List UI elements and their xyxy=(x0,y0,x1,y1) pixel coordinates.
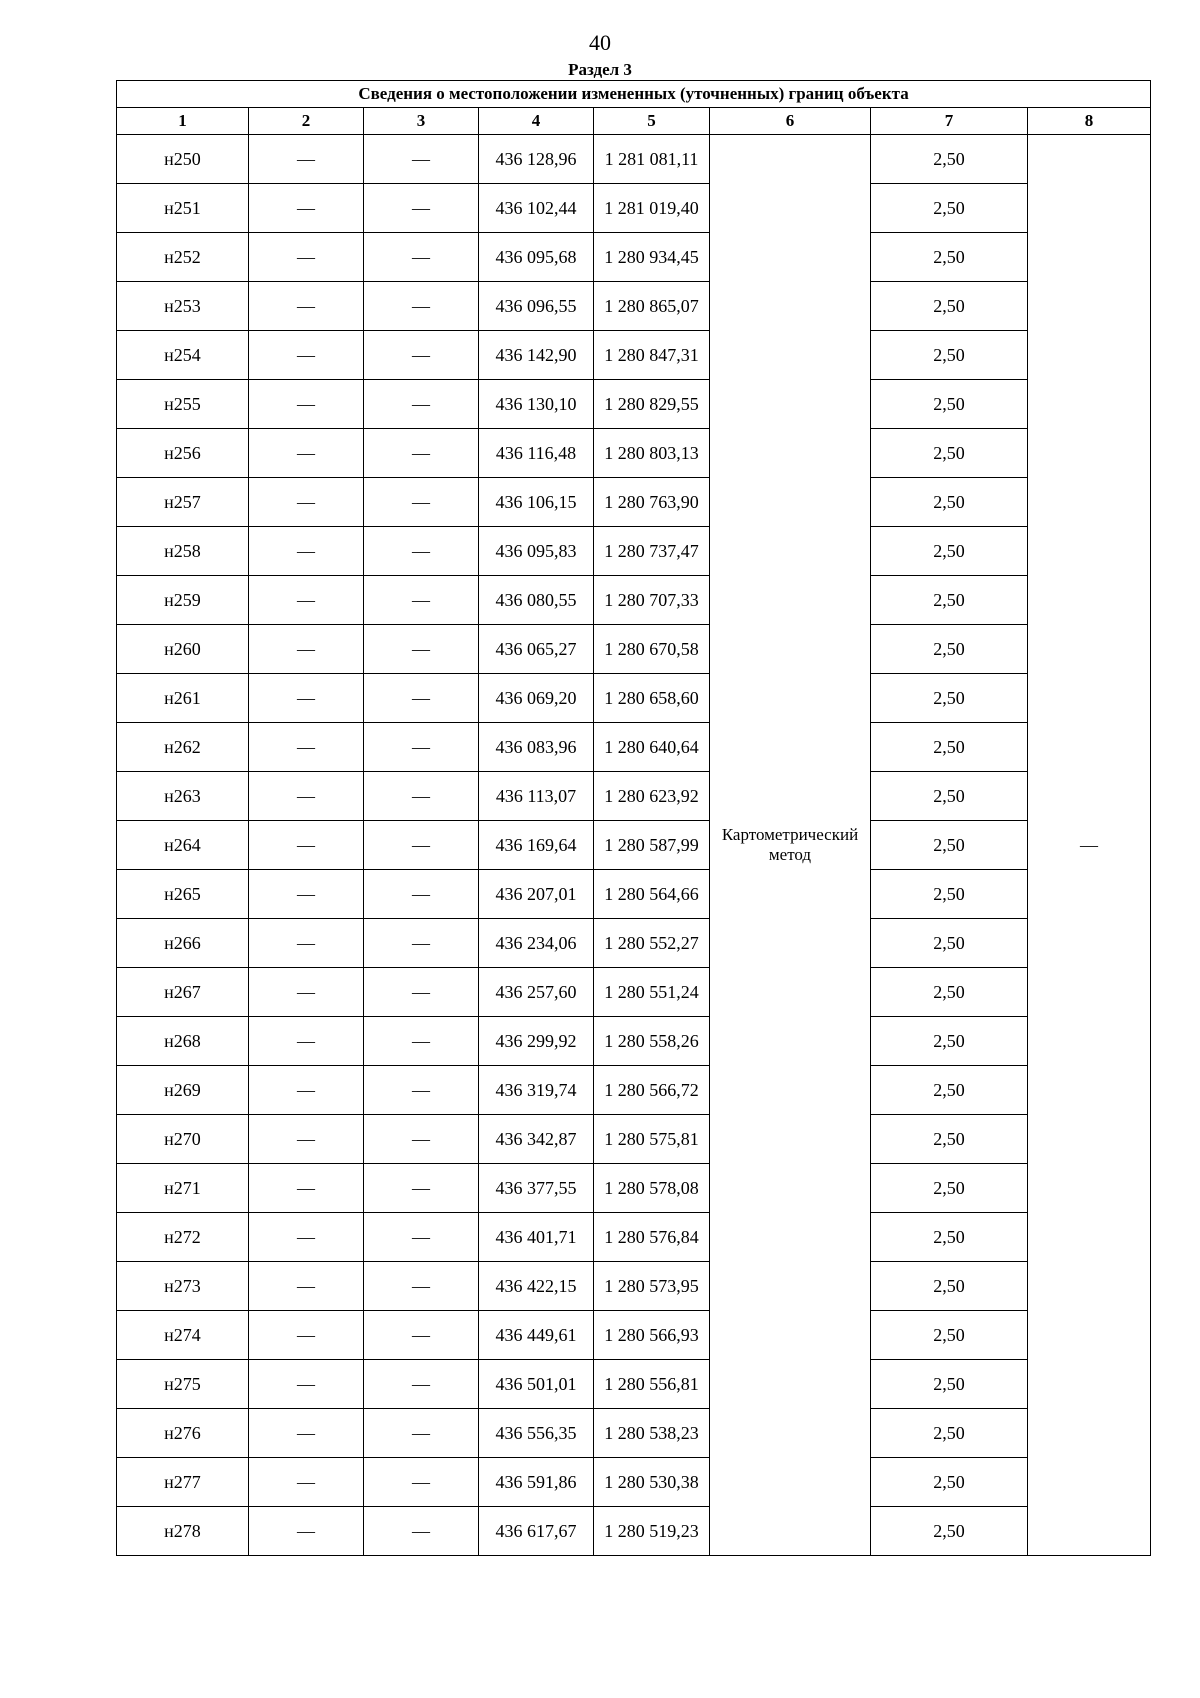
accuracy-cell: 2,50 xyxy=(871,1409,1028,1458)
col3-cell: — xyxy=(364,331,479,380)
col3-cell: — xyxy=(364,674,479,723)
point-cell: н253 xyxy=(117,282,249,331)
table-row xyxy=(117,1017,1151,1066)
y-coordinate-cell: 1 280 847,31 xyxy=(594,331,710,380)
col2-cell: — xyxy=(249,233,364,282)
column-number-3: 3 xyxy=(364,108,479,135)
accuracy-cell: 2,50 xyxy=(871,380,1028,429)
x-coordinate-cell: 436 299,92 xyxy=(479,1017,594,1066)
col2-cell: — xyxy=(249,1213,364,1262)
y-coordinate-cell: 1 280 670,58 xyxy=(594,625,710,674)
x-coordinate-cell: 436 142,90 xyxy=(479,331,594,380)
y-coordinate-cell: 1 280 829,55 xyxy=(594,380,710,429)
table-row xyxy=(117,968,1151,1017)
col3-cell: — xyxy=(364,1017,479,1066)
y-coordinate-cell: 1 280 578,08 xyxy=(594,1164,710,1213)
table-row xyxy=(117,1360,1151,1409)
x-coordinate-cell: 436 449,61 xyxy=(479,1311,594,1360)
col2-cell: — xyxy=(249,1311,364,1360)
column-number-1: 1 xyxy=(117,108,249,135)
table-row xyxy=(117,527,1151,576)
accuracy-cell: 2,50 xyxy=(871,1213,1028,1262)
col3-cell: — xyxy=(364,1409,479,1458)
column-number-6: 6 xyxy=(710,108,871,135)
y-coordinate-cell: 1 280 573,95 xyxy=(594,1262,710,1311)
col2-cell: — xyxy=(249,625,364,674)
accuracy-cell: 2,50 xyxy=(871,429,1028,478)
accuracy-cell: 2,50 xyxy=(871,870,1028,919)
column-number-row xyxy=(117,108,1151,135)
y-coordinate-cell: 1 280 538,23 xyxy=(594,1409,710,1458)
accuracy-cell: 2,50 xyxy=(871,772,1028,821)
y-coordinate-cell: 1 280 564,66 xyxy=(594,870,710,919)
point-cell: н261 xyxy=(117,674,249,723)
column-number-8: 8 xyxy=(1028,108,1151,135)
col3-cell: — xyxy=(364,1066,479,1115)
accuracy-cell: 2,50 xyxy=(871,723,1028,772)
table-caption: Сведения о местоположении измененных (уточненных) границ объекта xyxy=(117,81,1151,108)
table-row xyxy=(117,1262,1151,1311)
table-row xyxy=(117,576,1151,625)
point-cell: н272 xyxy=(117,1213,249,1262)
x-coordinate-cell: 436 128,96 xyxy=(479,135,594,184)
accuracy-cell: 2,50 xyxy=(871,1115,1028,1164)
point-cell: н256 xyxy=(117,429,249,478)
x-coordinate-cell: 436 096,55 xyxy=(479,282,594,331)
point-cell: н278 xyxy=(117,1507,249,1556)
table-row xyxy=(117,625,1151,674)
point-cell: н251 xyxy=(117,184,249,233)
accuracy-cell: 2,50 xyxy=(871,1066,1028,1115)
col3-cell: — xyxy=(364,772,479,821)
col3-cell: — xyxy=(364,380,479,429)
column-number-5: 5 xyxy=(594,108,710,135)
accuracy-cell: 2,50 xyxy=(871,135,1028,184)
y-coordinate-cell: 1 280 587,99 xyxy=(594,821,710,870)
col2-cell: — xyxy=(249,1507,364,1556)
x-coordinate-cell: 436 095,68 xyxy=(479,233,594,282)
accuracy-cell: 2,50 xyxy=(871,1311,1028,1360)
point-cell: н262 xyxy=(117,723,249,772)
table-row xyxy=(117,1164,1151,1213)
col2-cell: — xyxy=(249,1360,364,1409)
point-cell: н276 xyxy=(117,1409,249,1458)
col2-cell: — xyxy=(249,576,364,625)
x-coordinate-cell: 436 422,15 xyxy=(479,1262,594,1311)
y-coordinate-cell: 1 280 575,81 xyxy=(594,1115,710,1164)
point-cell: н257 xyxy=(117,478,249,527)
y-coordinate-cell: 1 280 556,81 xyxy=(594,1360,710,1409)
col3-cell: — xyxy=(364,723,479,772)
y-coordinate-cell: 1 280 763,90 xyxy=(594,478,710,527)
table-row xyxy=(117,772,1151,821)
table-row xyxy=(117,870,1151,919)
x-coordinate-cell: 436 080,55 xyxy=(479,576,594,625)
y-coordinate-cell: 1 280 566,72 xyxy=(594,1066,710,1115)
col2-cell: — xyxy=(249,1409,364,1458)
y-coordinate-cell: 1 280 658,60 xyxy=(594,674,710,723)
col3-cell: — xyxy=(364,1115,479,1164)
col2-cell: — xyxy=(249,919,364,968)
y-coordinate-cell: 1 280 803,13 xyxy=(594,429,710,478)
accuracy-cell: 2,50 xyxy=(871,282,1028,331)
col2-cell: — xyxy=(249,821,364,870)
point-cell: н274 xyxy=(117,1311,249,1360)
table-row xyxy=(117,1507,1151,1556)
y-coordinate-cell: 1 280 576,84 xyxy=(594,1213,710,1262)
table-row xyxy=(117,1115,1151,1164)
x-coordinate-cell: 436 556,35 xyxy=(479,1409,594,1458)
point-cell: н254 xyxy=(117,331,249,380)
point-cell: н268 xyxy=(117,1017,249,1066)
table-row xyxy=(117,821,1151,870)
y-coordinate-cell: 1 281 081,11 xyxy=(594,135,710,184)
col2-cell: — xyxy=(249,380,364,429)
point-cell: н260 xyxy=(117,625,249,674)
table-body xyxy=(117,135,1151,1556)
x-coordinate-cell: 436 102,44 xyxy=(479,184,594,233)
col2-cell: — xyxy=(249,772,364,821)
col3-cell: — xyxy=(364,968,479,1017)
y-coordinate-cell: 1 280 640,64 xyxy=(594,723,710,772)
x-coordinate-cell: 436 617,67 xyxy=(479,1507,594,1556)
col2-cell: — xyxy=(249,674,364,723)
x-coordinate-cell: 436 342,87 xyxy=(479,1115,594,1164)
accuracy-cell: 2,50 xyxy=(871,1507,1028,1556)
x-coordinate-cell: 436 319,74 xyxy=(479,1066,594,1115)
col2-cell: — xyxy=(249,968,364,1017)
accuracy-cell: 2,50 xyxy=(871,1164,1028,1213)
table-row xyxy=(117,135,1151,184)
point-cell: н255 xyxy=(117,380,249,429)
col3-cell: — xyxy=(364,1164,479,1213)
col2-cell: — xyxy=(249,1115,364,1164)
col8-cell: — xyxy=(1028,135,1151,1556)
table-row xyxy=(117,919,1151,968)
y-coordinate-cell: 1 280 552,27 xyxy=(594,919,710,968)
accuracy-cell: 2,50 xyxy=(871,919,1028,968)
x-coordinate-cell: 436 501,01 xyxy=(479,1360,594,1409)
accuracy-cell: 2,50 xyxy=(871,1360,1028,1409)
column-number-4: 4 xyxy=(479,108,594,135)
x-coordinate-cell: 436 401,71 xyxy=(479,1213,594,1262)
table-row xyxy=(117,282,1151,331)
col3-cell: — xyxy=(364,1458,479,1507)
y-coordinate-cell: 1 280 530,38 xyxy=(594,1458,710,1507)
x-coordinate-cell: 436 106,15 xyxy=(479,478,594,527)
col3-cell: — xyxy=(364,135,479,184)
col3-cell: — xyxy=(364,429,479,478)
point-cell: н270 xyxy=(117,1115,249,1164)
point-cell: н273 xyxy=(117,1262,249,1311)
x-coordinate-cell: 436 377,55 xyxy=(479,1164,594,1213)
col2-cell: — xyxy=(249,331,364,380)
x-coordinate-cell: 436 116,48 xyxy=(479,429,594,478)
col2-cell: — xyxy=(249,1458,364,1507)
col2-cell: — xyxy=(249,1066,364,1115)
y-coordinate-cell: 1 281 019,40 xyxy=(594,184,710,233)
point-cell: н264 xyxy=(117,821,249,870)
x-coordinate-cell: 436 095,83 xyxy=(479,527,594,576)
accuracy-cell: 2,50 xyxy=(871,331,1028,380)
coordinates-table xyxy=(116,80,1151,1556)
col3-cell: — xyxy=(364,625,479,674)
accuracy-cell: 2,50 xyxy=(871,184,1028,233)
x-coordinate-cell: 436 169,64 xyxy=(479,821,594,870)
section-title: Раздел 3 xyxy=(568,60,632,79)
accuracy-cell: 2,50 xyxy=(871,527,1028,576)
x-coordinate-cell: 436 207,01 xyxy=(479,870,594,919)
x-coordinate-cell: 436 083,96 xyxy=(479,723,594,772)
point-cell: н265 xyxy=(117,870,249,919)
y-coordinate-cell: 1 280 934,45 xyxy=(594,233,710,282)
accuracy-cell: 2,50 xyxy=(871,1262,1028,1311)
table-row xyxy=(117,1066,1151,1115)
col2-cell: — xyxy=(249,1017,364,1066)
table-row xyxy=(117,184,1151,233)
x-coordinate-cell: 436 113,07 xyxy=(479,772,594,821)
y-coordinate-cell: 1 280 551,24 xyxy=(594,968,710,1017)
col2-cell: — xyxy=(249,1164,364,1213)
table-row xyxy=(117,723,1151,772)
x-coordinate-cell: 436 065,27 xyxy=(479,625,594,674)
accuracy-cell: 2,50 xyxy=(871,576,1028,625)
col2-cell: — xyxy=(249,870,364,919)
table-row xyxy=(117,1311,1151,1360)
accuracy-cell: 2,50 xyxy=(871,625,1028,674)
col3-cell: — xyxy=(364,1262,479,1311)
col2-cell: — xyxy=(249,282,364,331)
point-cell: н258 xyxy=(117,527,249,576)
y-coordinate-cell: 1 280 623,92 xyxy=(594,772,710,821)
col3-cell: — xyxy=(364,1507,479,1556)
column-number-2: 2 xyxy=(249,108,364,135)
col2-cell: — xyxy=(249,1262,364,1311)
col3-cell: — xyxy=(364,233,479,282)
point-cell: н269 xyxy=(117,1066,249,1115)
method-cell: Картометрический метод xyxy=(710,135,871,1556)
col2-cell: — xyxy=(249,135,364,184)
accuracy-cell: 2,50 xyxy=(871,1458,1028,1507)
point-cell: н266 xyxy=(117,919,249,968)
col2-cell: — xyxy=(249,478,364,527)
y-coordinate-cell: 1 280 707,33 xyxy=(594,576,710,625)
col3-cell: — xyxy=(364,821,479,870)
y-coordinate-cell: 1 280 566,93 xyxy=(594,1311,710,1360)
table-row xyxy=(117,1409,1151,1458)
point-cell: н263 xyxy=(117,772,249,821)
col3-cell: — xyxy=(364,1213,479,1262)
col3-cell: — xyxy=(364,1311,479,1360)
col3-cell: — xyxy=(364,576,479,625)
accuracy-cell: 2,50 xyxy=(871,674,1028,723)
table-row xyxy=(117,478,1151,527)
table-row xyxy=(117,233,1151,282)
point-cell: н252 xyxy=(117,233,249,282)
point-cell: н275 xyxy=(117,1360,249,1409)
column-number-7: 7 xyxy=(871,108,1028,135)
x-coordinate-cell: 436 130,10 xyxy=(479,380,594,429)
point-cell: н271 xyxy=(117,1164,249,1213)
col2-cell: — xyxy=(249,429,364,478)
table-row xyxy=(117,1458,1151,1507)
col3-cell: — xyxy=(364,527,479,576)
point-cell: н250 xyxy=(117,135,249,184)
table-row xyxy=(117,429,1151,478)
table-row xyxy=(117,1213,1151,1262)
col3-cell: — xyxy=(364,870,479,919)
y-coordinate-cell: 1 280 558,26 xyxy=(594,1017,710,1066)
col2-cell: — xyxy=(249,723,364,772)
table-row xyxy=(117,331,1151,380)
col2-cell: — xyxy=(249,527,364,576)
y-coordinate-cell: 1 280 519,23 xyxy=(594,1507,710,1556)
col3-cell: — xyxy=(364,919,479,968)
page-number: 40 xyxy=(589,30,611,55)
x-coordinate-cell: 436 234,06 xyxy=(479,919,594,968)
point-cell: н267 xyxy=(117,968,249,1017)
table-row xyxy=(117,674,1151,723)
x-coordinate-cell: 436 257,60 xyxy=(479,968,594,1017)
col3-cell: — xyxy=(364,184,479,233)
col3-cell: — xyxy=(364,1360,479,1409)
y-coordinate-cell: 1 280 737,47 xyxy=(594,527,710,576)
x-coordinate-cell: 436 591,86 xyxy=(479,1458,594,1507)
accuracy-cell: 2,50 xyxy=(871,478,1028,527)
accuracy-cell: 2,50 xyxy=(871,233,1028,282)
x-coordinate-cell: 436 069,20 xyxy=(479,674,594,723)
y-coordinate-cell: 1 280 865,07 xyxy=(594,282,710,331)
point-cell: н277 xyxy=(117,1458,249,1507)
col3-cell: — xyxy=(364,282,479,331)
col2-cell: — xyxy=(249,184,364,233)
accuracy-cell: 2,50 xyxy=(871,821,1028,870)
point-cell: н259 xyxy=(117,576,249,625)
accuracy-cell: 2,50 xyxy=(871,968,1028,1017)
table-row xyxy=(117,380,1151,429)
accuracy-cell: 2,50 xyxy=(871,1017,1028,1066)
col3-cell: — xyxy=(364,478,479,527)
